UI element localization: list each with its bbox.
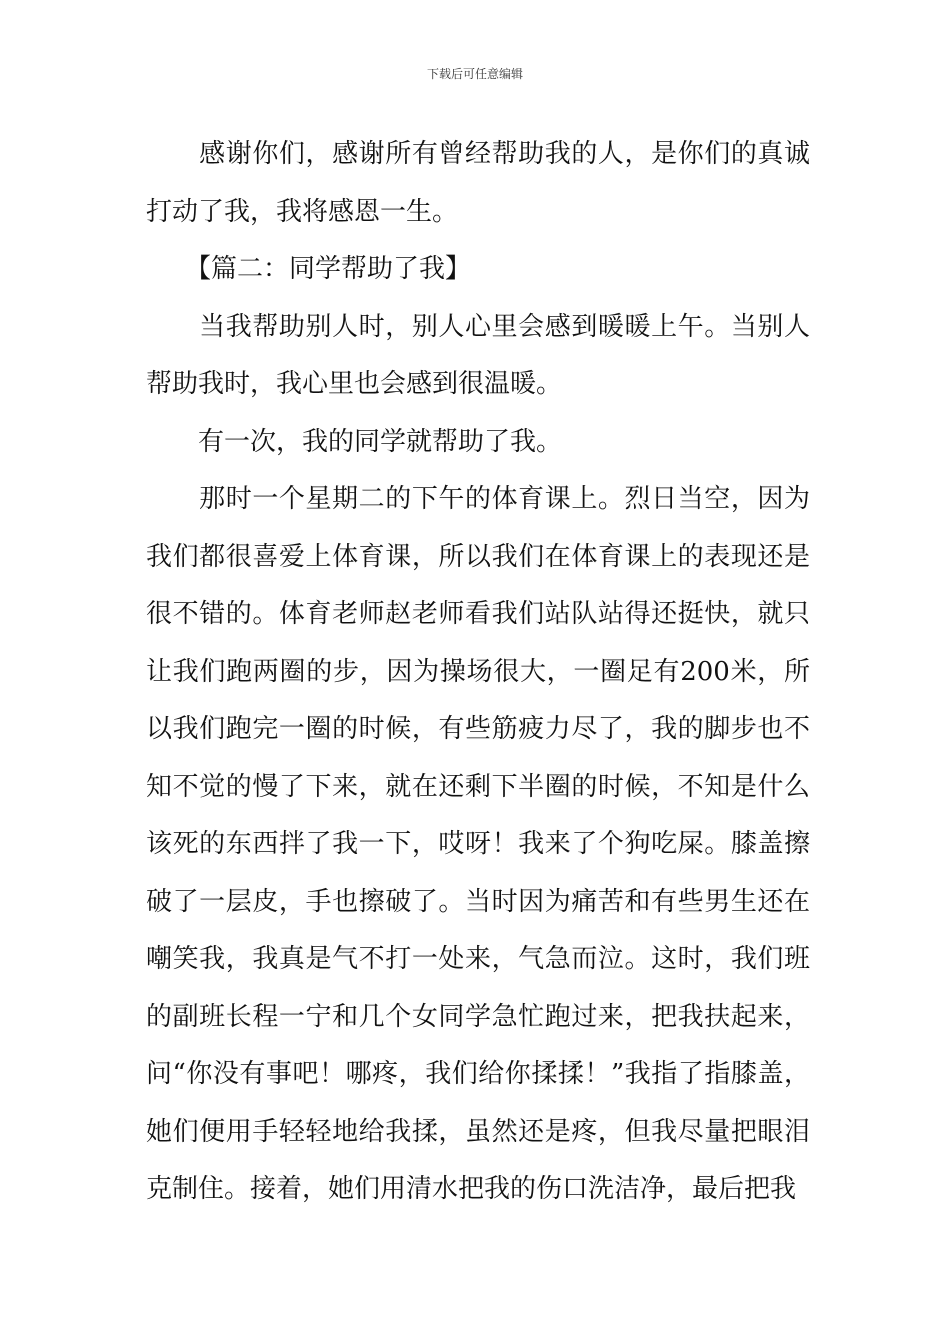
page-header: 下载后可任意编辑 (426, 67, 523, 81)
paragraph: 感谢你们，感谢所有曾经帮助我的人，是你们的真诚打动了我，我将感恩一生。 (146, 139, 810, 227)
document-body (146, 126, 810, 1219)
paragraph: 那时一个星期二的下午的体育课上。烈日当空，因为我们都很喜爱上体育课，所以我们在体育课上的表现还是很不错的。体育老师赵老师看我们站队站得还挺快，就只让我们跑两圈的步，因为操场很大，一圈足有200米，所以我们跑完一圈的时候，有些筋疲力尽了，我的脚步也不知不觉的慢了下来，就在还剩下半圈的时候，不知是什么该死的东西拌了我一下，哎呀！我来了个狗吃屎。膝盖擦破了一层皮，手也擦破了。当时因为痛苦和有些男生还在嘲笑我，我真是气不打一处来，气急而泣。这时，我们班的副班长程一宁和几个女同学急忙跑过来，把我扶起来，问“你没有事吧！哪疼，我们给你揉揉！”我指了指膝盖，她们便用手轻轻地给我揉，虽然还是疼，但我尽量把眼泪克制住。接着，她们用清水把我的伤口洗洁净，最后把我 (146, 484, 810, 1204)
paragraph: 有一次，我的同学就帮助了我。 (146, 426, 563, 457)
section-heading: 【篇二：同学帮助了我】 (146, 254, 472, 284)
paragraph: 当我帮助别人时，别人心里会感到暖暖上午。当别人帮助我时，我心里也会感到很温暖。 (146, 311, 810, 399)
